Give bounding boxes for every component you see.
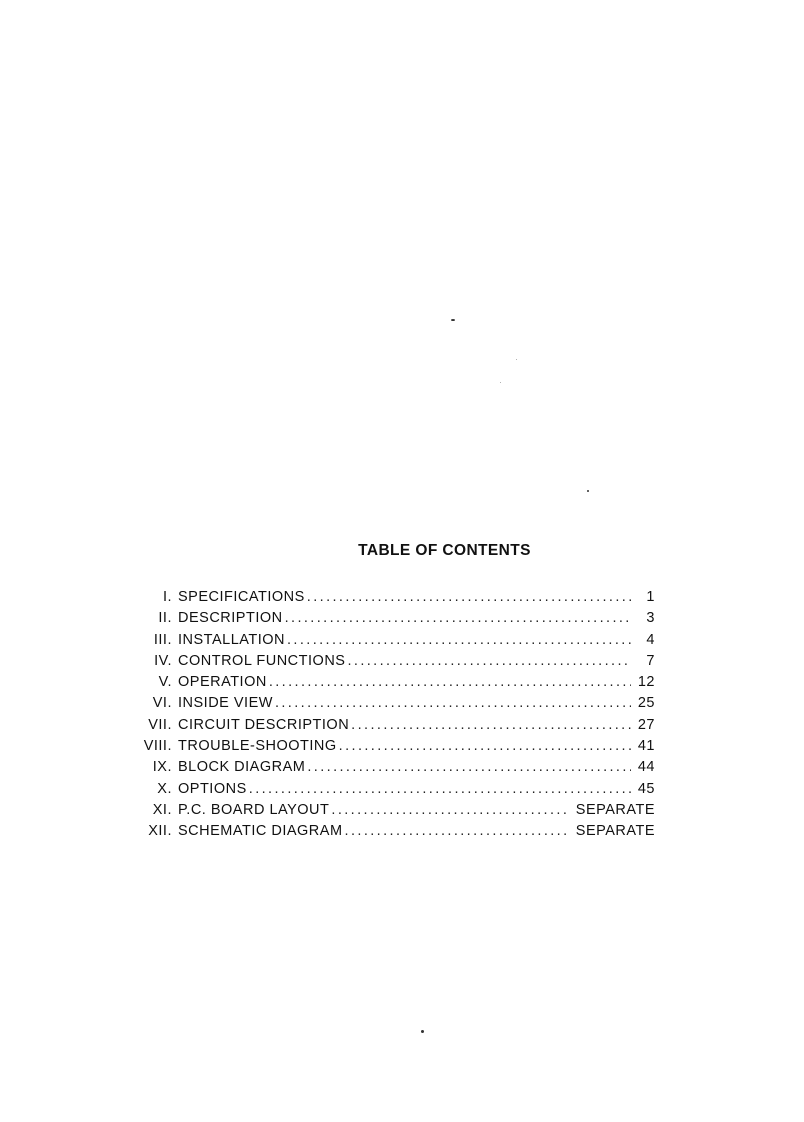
toc-entry-page: 25 [637, 695, 655, 712]
toc-entry-label: CIRCUIT DESCRIPTION [178, 716, 350, 733]
dot-leader [339, 738, 631, 754]
toc-entry [120, 717, 655, 738]
toc-entry-number: IX. [152, 759, 172, 776]
toc-entry-label: OPTIONS [178, 780, 247, 797]
toc-entry-label: OPERATION [178, 674, 267, 691]
toc-entry-page: 1 [646, 589, 655, 605]
toc-entry [120, 589, 655, 610]
toc-entry-number: VIII. [143, 738, 172, 755]
toc-entry-number: V. [158, 674, 172, 691]
dot-leader [351, 717, 631, 733]
toc-entry-page: 27 [637, 716, 655, 733]
dot-leader [307, 589, 631, 605]
toc-entry-number: IV. [154, 652, 172, 669]
toc-entry-number: X. [157, 780, 172, 797]
toc-entry-label: BLOCK DIAGRAM [178, 759, 306, 776]
dot-leader [287, 632, 631, 648]
dot-leader [249, 781, 631, 797]
toc-entry [120, 653, 655, 674]
scan-speck [587, 490, 589, 492]
toc-entry-label: SPECIFICATIONS [178, 589, 305, 605]
toc-entry-number: VI. [152, 695, 172, 712]
toc-entry-number: III. [153, 631, 172, 648]
toc-entry-label: CONTROL FUNCTIONS [178, 652, 346, 669]
toc-entry-label: INSTALLATION [178, 631, 285, 648]
toc-entry-label: DESCRIPTION [178, 610, 283, 627]
toc-entry [120, 610, 655, 631]
toc-entry-number: I. [162, 589, 172, 605]
dot-leader [275, 695, 631, 711]
toc-entry-label: TROUBLE-SHOOTING [178, 738, 337, 755]
toc-entry-number: XI. [152, 801, 172, 818]
toc-entry [120, 781, 655, 802]
toc-entry-page: 7 [646, 652, 655, 669]
toc-entry-page: SEPARATE [575, 823, 655, 840]
toc-entry-page: 44 [637, 759, 655, 776]
dot-leader [345, 823, 570, 839]
toc-entry-label: INSIDE VIEW [178, 695, 273, 712]
toc-entry [120, 802, 655, 823]
scan-speck [451, 319, 455, 321]
toc-entry [120, 759, 655, 780]
toc-list [120, 589, 655, 845]
toc-entry-page: 12 [637, 674, 655, 691]
toc-entry-page: SEPARATE [575, 801, 655, 818]
dot-leader [307, 759, 631, 775]
page-title: TABLE OF CONTENTS [358, 542, 531, 559]
toc-entry-label: SCHEMATIC DIAGRAM [178, 823, 343, 840]
toc-entry-page: 41 [637, 738, 655, 755]
scan-speck [500, 382, 501, 383]
toc-entry [120, 695, 655, 716]
toc-entry-label: P.C. BOARD LAYOUT [178, 801, 330, 818]
dot-leader [285, 610, 631, 626]
toc-entry-page: 4 [646, 631, 655, 648]
scan-speck [421, 1030, 424, 1033]
toc-entry [120, 738, 655, 759]
toc-entry [120, 674, 655, 695]
toc-entry-page: 3 [646, 610, 655, 627]
toc-entry-number: VII. [148, 716, 172, 733]
dot-leader [269, 674, 631, 690]
toc-entry-page: 45 [637, 780, 655, 797]
toc-entry [120, 823, 655, 844]
toc-entry [120, 632, 655, 653]
toc-entry-number: XII. [148, 823, 172, 840]
dot-leader [347, 653, 631, 669]
scan-speck [516, 359, 517, 360]
toc-entry-number: II. [158, 610, 172, 627]
dot-leader [331, 802, 569, 818]
